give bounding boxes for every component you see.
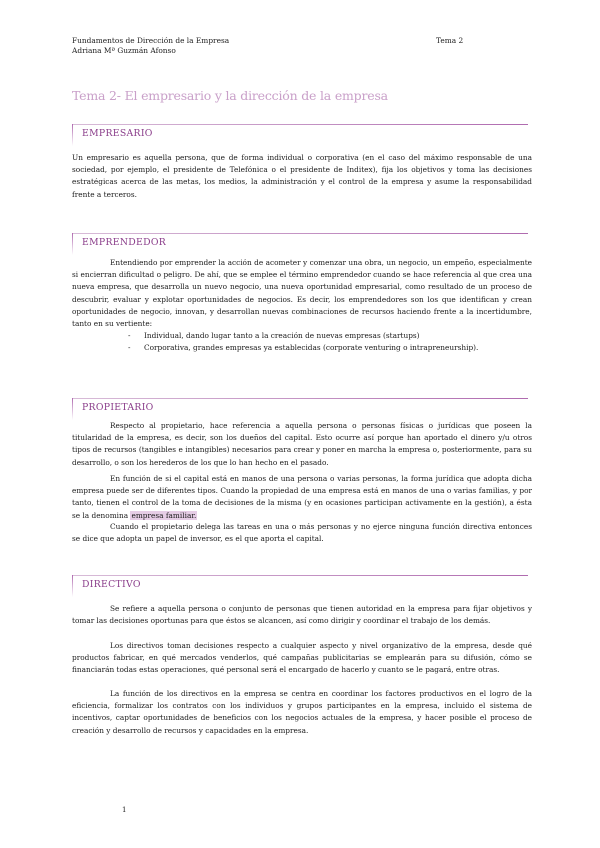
paragraph: Entendiendo por emprender la acción de acometer y comenzar una obra, un negocio, un empeño, especialmente si encierran dificultad o peligro. De ahí, que se emplee el término emprendedor cuando se hace referencia al que crea una nueva empresa, que desarrolla un nuevo negocio, una nueva oportunidad empresarial, como resultado de un proceso de descubrir, evaluar y explotar oportunidades de negocios. Es decir, los emprendedores son los que identifican y crean oportunidades de negocio, innovan, y desarrollan nuevas combinaciones de recursos haciendo frente a la incertidumbre, tanto en su vertiente: [72, 258, 532, 329]
page-number: 1 [122, 806, 127, 814]
section-title: PROPIETARIO [82, 402, 154, 413]
list-item [128, 342, 528, 354]
section-heading-propietario [72, 398, 528, 420]
highlighted-term: empresa familiar. [131, 510, 197, 520]
section-heading-directivo [72, 575, 528, 597]
section-heading-emprendedor [72, 233, 528, 255]
course-name: Fundamentos de Dirección de la Empresa [72, 36, 230, 45]
section-title: EMPRESARIO [82, 128, 153, 139]
bullet-list [128, 330, 528, 354]
paragraph [72, 473, 532, 522]
list-item-text: Corporativa, grandes empresas ya establecidas (corporate venturing o intrapreneurship). [144, 343, 479, 353]
page-title: Tema 2- El empresario y la dirección de la empresa [72, 88, 388, 103]
topic-label: Tema 2 [436, 36, 464, 45]
heading-rule-left [72, 233, 73, 255]
page-header-left [72, 36, 229, 56]
author-name: Adriana Mª Guzmán Afonso [72, 46, 176, 55]
section-heading-empresario [72, 124, 528, 146]
paragraph: Un empresario es aquella persona, que de forma individual o corporativa (en el caso del máximo responsable de una sociedad, por ejemplo, el presidente de Telefónica o el presidente de Inditex), fija los objetivos y toma las decisiones estratégicas acerca de las metas, los medios, la administración y el control de la empresa y asume la responsabilidad frente a terceros. [72, 153, 532, 199]
heading-rule [72, 398, 528, 399]
section-title: DIRECTIVO [82, 579, 141, 590]
list-item-text: Individual, dando lugar tanto a la creación de nuevas empresas (startups) [144, 331, 420, 340]
bullet-dash: - [128, 331, 131, 340]
heading-rule [72, 575, 528, 576]
heading-rule-left [72, 398, 73, 420]
paragraph: La función de los directivos en la empresa se centra en coordinar los factores productivos en el logro de la eficiencia, formalizar los contratos con los individuos y grupos participantes en la empresa, incluido el sistema de incentivos, captar oportunidades de beneficios con los negocios actuales de la empresa, y hacer posible el proceso de creación y desarrollo de recursos y capacidades en la empresa. [72, 689, 532, 735]
paragraph-text: En función de si el capital está en manos de una persona o varias personas, la forma jurídica que adopta dicha empresa puede ser de diferentes tipos. Cuando la propiedad de una empresa está en manos de una o varias familias, y por tanto, tienen el control de la toma de decisiones de la misma (y en ocasiones participan activamente en la gestión), a ésta se la denomina [72, 474, 532, 520]
paragraph: Se refiere a aquella persona o conjunto de personas que tienen autoridad en la empresa para fijar objetivos y tomar las decisiones oportunas para que éstos se alcancen, así como dirigir y coordinar el trabajo de los demás. [72, 604, 532, 626]
heading-rule-left [72, 575, 73, 597]
list-item [128, 330, 528, 342]
heading-rule [72, 233, 528, 234]
heading-rule [72, 124, 528, 125]
paragraph: Los directivos toman decisiones respecto a cualquier aspecto y nivel organizativo de la empresa, desde qué productos fabricar, en qué mercados venderlos, qué campañas publicitarias se emplearán para su difusión, cómo se financiarán todas estas operaciones, qué personal será el encargado de hacerlo y cuanto se le pagará, entre otras. [72, 641, 532, 675]
paragraph: Respecto al propietario, hace referencia a aquella persona o personas físicas o jurídicas que poseen la titularidad de la empresa, es decir, son los dueños del capital. Esto ocurre así porque han aportado el dinero y/u otros tipos de recursos (tangibles e intangibles) necesarios para crear y poner en marcha la empresa o, posteriormente, para su desarrollo, o son los herederos de los que lo han hecho en el pasado. [72, 421, 532, 467]
bullet-dash: - [128, 343, 131, 353]
heading-rule-left [72, 124, 73, 146]
section-title: EMPRENDEDOR [82, 237, 167, 248]
paragraph: Cuando el propietario delega las tareas en una o más personas y no ejerce ninguna función directiva entonces se dice que adopta un papel de inversor, es el que aporta el capital. [72, 522, 532, 544]
